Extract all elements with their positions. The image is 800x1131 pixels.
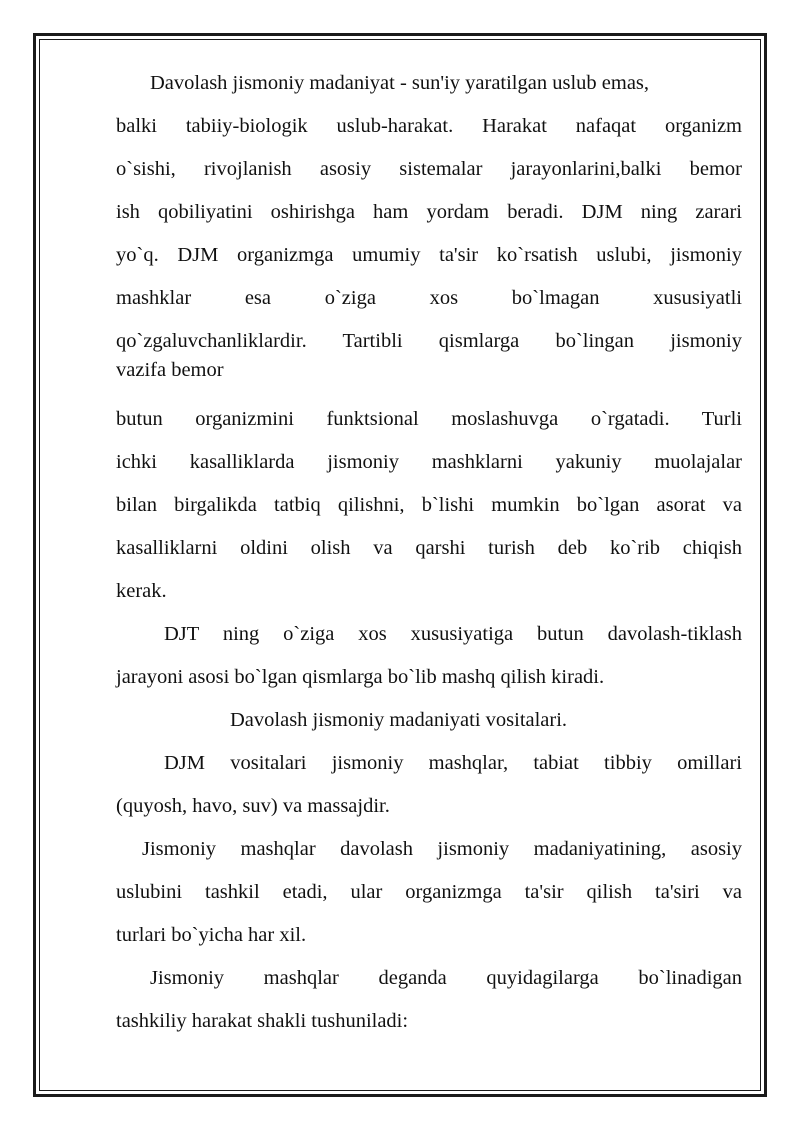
paragraph-line: ish qobiliyatini oshirishga ham yordam beradi. DJM ning zarari — [116, 201, 742, 223]
paragraph-line: ichki kasalliklarda jismoniy mashklarni yakuniy muolajalar — [116, 451, 742, 473]
paragraph-line: vazifa bemor — [116, 359, 224, 381]
paragraph-line: mashklar esa o`ziga xos bo`lmagan xususiyatli — [116, 287, 742, 309]
paragraph-line: Jismoniy mashqlar davolash jismoniy madaniyatining, asosiy — [142, 838, 742, 860]
paragraph-line: (quyosh, havo, suv) va massajdir. — [116, 795, 390, 817]
paragraph-line: turlari bo`yicha har xil. — [116, 924, 307, 946]
paragraph-line: tashkiliy harakat shakli tushuniladi: — [116, 1010, 409, 1032]
paragraph-line: balki tabiiy-biologik uslub-harakat. Harakat nafaqat organizm — [116, 115, 742, 137]
paragraph-line: bilan birgalikda tatbiq qilishni, b`lishi mumkin bo`lgan asorat va — [116, 494, 742, 516]
paragraph-line: butun organizmini funktsional moslashuvga o`rgatadi. Turli — [116, 408, 742, 430]
paragraph-line: kasalliklarni oldini olish va qarshi turish deb ko`rib chiqish — [116, 537, 742, 559]
paragraph-line: o`sishi, rivojlanish asosiy sistemalar jarayonlarini,balki bemor — [116, 158, 742, 180]
paragraph-line: qo`zgaluvchanliklardir. Tartibli qismlarga bo`lingan jismoniy — [116, 330, 742, 352]
paragraph-line: jarayoni asosi bo`lgan qismlarga bo`lib mashq qilish kiradi. — [116, 666, 605, 688]
paragraph-line: Davolash jismoniy madaniyat - sun'iy yaratilgan uslub emas, — [150, 72, 650, 94]
paragraph-line: DJT ning o`ziga xos xususiyatiga butun davolash-tiklash — [164, 623, 742, 645]
paragraph-line: uslubini tashkil etadi, ular organizmga ta'sir qilish ta'siri va — [116, 881, 742, 903]
paragraph-line: kerak. — [116, 580, 167, 602]
paragraph-line: DJM vositalari jismoniy mashqlar, tabiat tibbiy omillari — [164, 752, 742, 774]
section-heading: Davolash jismoniy madaniyati vositalari. — [230, 709, 568, 731]
paragraph-line: yo`q. DJM organizmga umumiy ta'sir ko`rsatish uslubi, jismoniy — [116, 244, 742, 266]
paragraph-line: Jismoniy mashqlar deganda quyidagilarga bo`linadigan — [150, 967, 742, 989]
